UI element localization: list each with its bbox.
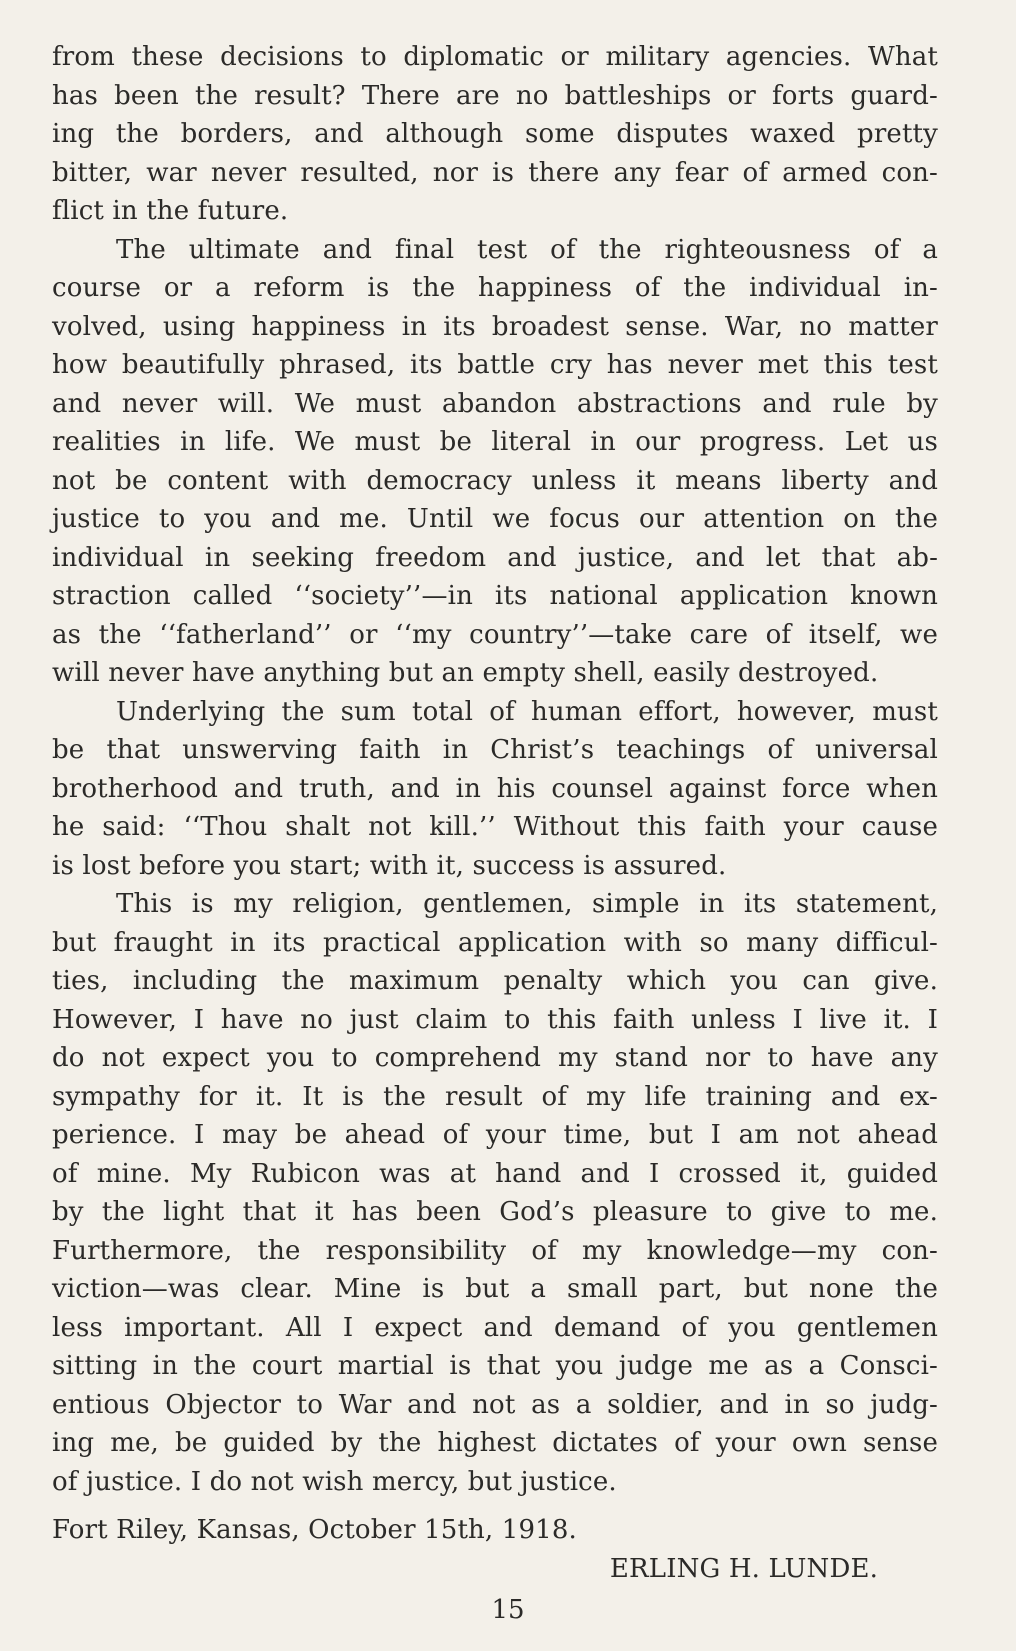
text-line: less important. All I expect and demand of you gentlemen: [52, 1312, 938, 1343]
text-line: do not expect you to comprehend my stand nor to have any: [52, 1043, 938, 1073]
text-line: realities in life. We must be literal in our progress. Let us: [52, 427, 938, 457]
paragraph: [52, 693, 938, 886]
text-line: perience. I may be ahead of your time, but I am not ahead: [52, 1120, 938, 1150]
signature: ERLING H. LUNDE.: [609, 1553, 878, 1584]
text-line: entious Objector to War and not as a soldier, and in so judg-: [52, 1389, 938, 1420]
body-text: [52, 38, 938, 1501]
text-line: sympathy for it. It is the result of my life training and ex-: [52, 1081, 938, 1112]
dateline: Fort Riley, Kansas, October 15th, 1918.: [52, 1515, 577, 1545]
text-line: is lost before you start; with it, success is assured.: [52, 850, 727, 881]
text-line: brotherhood and truth, and in his counsel against force when: [52, 773, 938, 804]
text-line: justice to you and me. Until we focus our attention on the: [52, 504, 938, 534]
text-line: ties, including the maximum penalty which you can give.: [52, 966, 938, 996]
text-line: ing the borders, and although some disputes waxed pretty: [52, 119, 938, 149]
text-line: The ultimate and final test of the righteousness of a: [116, 234, 938, 265]
spacer: [52, 1501, 938, 1511]
text-line: but fraught in its practical application with so many difficul-: [52, 927, 938, 958]
text-line: viction—was clear. Mine is but a small part, but none the: [52, 1274, 938, 1304]
text-line: and never will. We must abandon abstractions and rule by: [52, 388, 938, 419]
text-line: volved, using happiness in its broadest sense. War, no matter: [52, 311, 938, 342]
text-line: course or a reform is the happiness of the individual in-: [52, 273, 938, 303]
text-line: be that unswerving faith in Christ’s teachings of universal: [52, 735, 938, 765]
text-line: as the ‘‘fatherland’’ or ‘‘my country’’—take care of itself, we: [52, 619, 938, 650]
text-line: has been the result? There are no battleships or forts guard-: [52, 80, 938, 111]
document-page: [52, 38, 938, 1588]
text-line: he said: ‘‘Thou shalt not kill.’’ Without this faith your cause: [52, 812, 938, 842]
text-line: straction called ‘‘society’’—in its national application known: [52, 581, 938, 611]
text-line: Underlying the sum total of human effort, however, must: [116, 696, 938, 727]
text-line: bitter, war never resulted, nor is there any fear of armed con-: [52, 157, 938, 188]
paragraph: [52, 885, 938, 1501]
paragraph: [52, 231, 938, 693]
text-line: ing me, be guided by the highest dictates of your own sense: [52, 1428, 938, 1458]
text-line: flict in the future.: [52, 196, 289, 226]
text-line: This is my religion, gentlemen, simple in its statement,: [116, 889, 938, 919]
text-line: of mine. My Rubicon was at hand and I crossed it, guided: [52, 1158, 938, 1189]
text-line: However, I have no just claim to this faith unless I live it. I: [52, 1004, 938, 1035]
paragraph: [52, 38, 938, 231]
text-line: from these decisions to diplomatic or military agencies. What: [52, 42, 938, 72]
text-line: sitting in the court martial is that you judge me as a Consci-: [52, 1351, 938, 1381]
text-line: individual in seeking freedom and justice, and let that ab-: [52, 542, 938, 573]
text-line: not be content with democracy unless it means liberty and: [52, 465, 938, 496]
text-line: will never have anything but an empty shell, easily destroyed.: [52, 658, 879, 688]
text-line: of justice. I do not wish mercy, but justice.: [52, 1466, 617, 1497]
text-line: by the light that it has been God’s pleasure to give to me.: [52, 1197, 938, 1227]
text-line: how beautifully phrased, its battle cry has never met this test: [52, 350, 938, 380]
text-line: Furthermore, the responsibility of my knowledge—my con-: [52, 1235, 938, 1266]
page-number: 15: [491, 1595, 525, 1625]
